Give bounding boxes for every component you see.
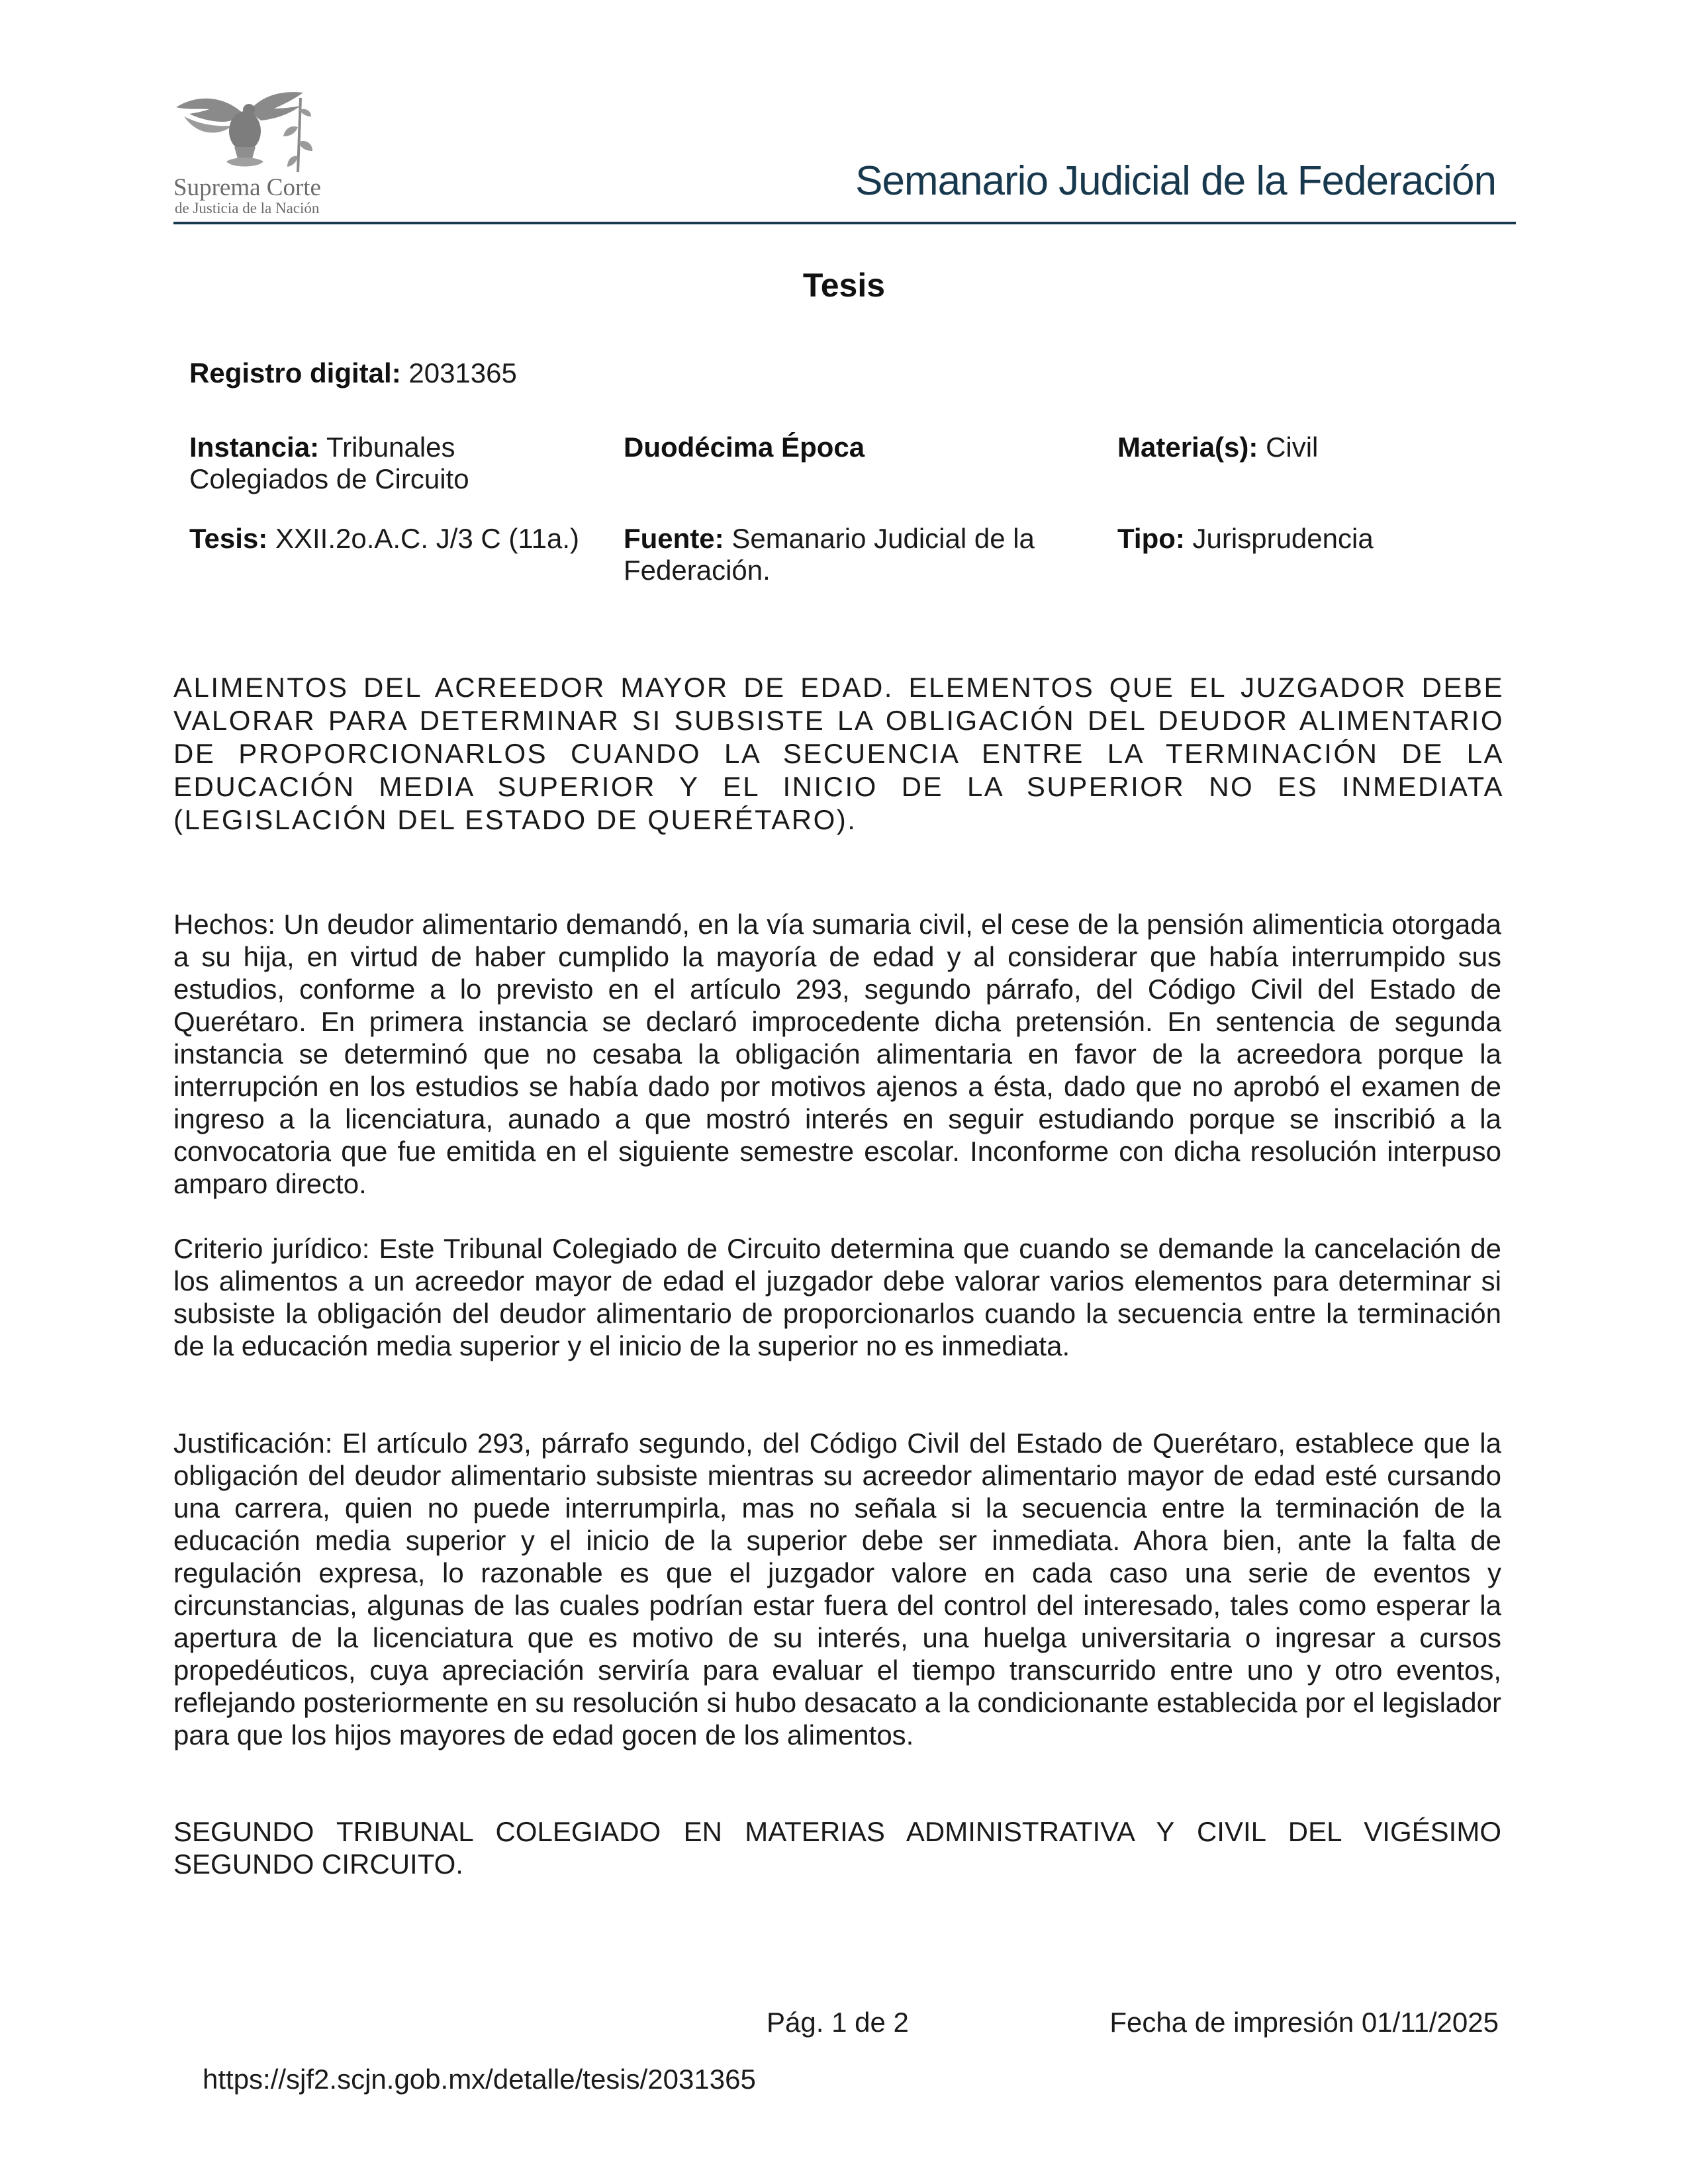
tesis-label: Tesis: bbox=[189, 523, 268, 554]
site-title: Semanario Judicial de la Federación bbox=[855, 158, 1496, 204]
epoca bbox=[624, 432, 1087, 463]
eagle-emblem-icon bbox=[171, 87, 330, 177]
page-number: Pág. 1 de 2 bbox=[767, 2007, 909, 2038]
materia bbox=[1117, 432, 1488, 463]
epoca-value: Duodécima Época bbox=[624, 432, 865, 463]
scjn-logo bbox=[171, 87, 330, 220]
instancia-value: Tribunales Colegiados de Circuito bbox=[189, 432, 469, 494]
registro-label: Registro digital: bbox=[189, 357, 401, 388]
tipo bbox=[1117, 523, 1488, 555]
source-url: https://sjf2.scjn.gob.mx/detalle/tesis/2031365 bbox=[203, 2064, 756, 2095]
document-title: Tesis bbox=[802, 267, 886, 304]
logo-subtitle: de Justicia de la Nación bbox=[175, 200, 320, 216]
logo-title: Suprema Corte bbox=[173, 174, 321, 201]
tesis-value: XXII.2o.A.C. J/3 C (11a.) bbox=[275, 523, 580, 554]
materia-value: Civil bbox=[1266, 432, 1319, 463]
tipo-label: Tipo: bbox=[1117, 523, 1185, 554]
registro-digital bbox=[189, 357, 586, 389]
instancia-label: Instancia: bbox=[189, 432, 320, 463]
tesis-rubro: ALIMENTOS DEL ACREEDOR MAYOR DE EDAD. ELEMENTOS QUE EL JUZGADOR DEBE VALORAR PARA DETERMINAR SI SUBSISTE LA OBLIGACIÓN DEL DEUDOR ALIMENTARIO DE PROPORCIONARLOS CUANDO LA SECUENCIA ENTRE LA TERMINACIÓN DE LA EDUCACIÓN MEDIA SUPERIOR Y EL INICIO DE LA SUPERIOR NO ES INMEDIATA (LEGISLACIÓN DEL ESTADO DE QUERÉTARO). bbox=[173, 672, 1504, 835]
fuente bbox=[624, 523, 1080, 586]
justificacion-paragraph: Justificación: El artículo 293, párrafo segundo, del Código Civil del Estado de Querétaro, establece que la obligación del deudor alimentario subsiste mientras su acreedor alimentario mayor de edad esté cursando una carrera, quien no puede interrumpirla, mas no señala si la secuencia entre la terminación de la educación media superior y el inicio de la superior debe ser inmediata. Ahora bien, ante la falta de regulación expresa, lo razonable es que el juzgador valore en cada caso una serie de eventos y circunstancias, algunas de las cuales podrían estar fuera del control del interesado, tales como esperar la apertura de la licenciatura que es motivo de su interés, una huelga universitaria o ingresar a cursos propedéuticos, cuya apreciación serviría para evaluar el tiempo transcurrido entre uno y otro eventos, reflejando posteriormente en su resolución si hubo desacato a la condicionante establecida por el legislador para que los hijos mayores de edad gocen de los alimentos. bbox=[173, 1428, 1501, 1751]
hechos-paragraph: Hechos: Un deudor alimentario demandó, en la vía sumaria civil, el cese de la pensión alimenticia otorgada a su hija, en virtud de haber cumplido la mayoría de edad y al considerar que había interrumpido sus estudios, conforme a lo previsto en el artículo 293, segundo párrafo, del Código Civil del Estado de Querétaro. En primera instancia se declaró improcedente dicha pretensión. En sentencia de segunda instancia se determinó que no cesaba la obligación alimentaria en favor de la acreedora porque la interrupción en los estudios se había dado por motivos ajenos a ésta, dado que no aprobó el examen de ingreso a la licenciatura, aunado a que mostró interés en seguir estudiando porque se inscribió a la convocatoria que fue emitida en el siguiente semestre escolar. Inconforme con dicha resolución interpuso amparo directo. bbox=[173, 909, 1501, 1199]
registro-value: 2031365 bbox=[408, 357, 517, 388]
tipo-value: Jurisprudencia bbox=[1192, 523, 1374, 554]
materia-label: Materia(s): bbox=[1117, 432, 1258, 463]
criterio-paragraph: Criterio jurídico: Este Tribunal Colegiado de Circuito determina que cuando se demande la cancelación de los alimentos a un acreedor mayor de edad el juzgador debe valorar varios elementos para determinar si subsiste la obligación del deudor alimentario de proporcionarlos cuando la secuencia entre la terminación de la educación media superior y el inicio de la superior no es inmediata. bbox=[173, 1233, 1501, 1361]
tesis-clave bbox=[189, 523, 626, 555]
print-date: Fecha de impresión 01/11/2025 bbox=[1109, 2007, 1499, 2038]
tribunal-paragraph: SEGUNDO TRIBUNAL COLEGIADO EN MATERIAS ADMINISTRATIVA Y CIVIL DEL VIGÉSIMO SEGUNDO CIRCUITO. bbox=[173, 1816, 1501, 1880]
fuente-label: Fuente: bbox=[624, 523, 724, 554]
header-divider bbox=[173, 222, 1516, 224]
instancia bbox=[189, 432, 534, 495]
fuente-value: Semanario Judicial de la Federación. bbox=[624, 523, 1035, 586]
